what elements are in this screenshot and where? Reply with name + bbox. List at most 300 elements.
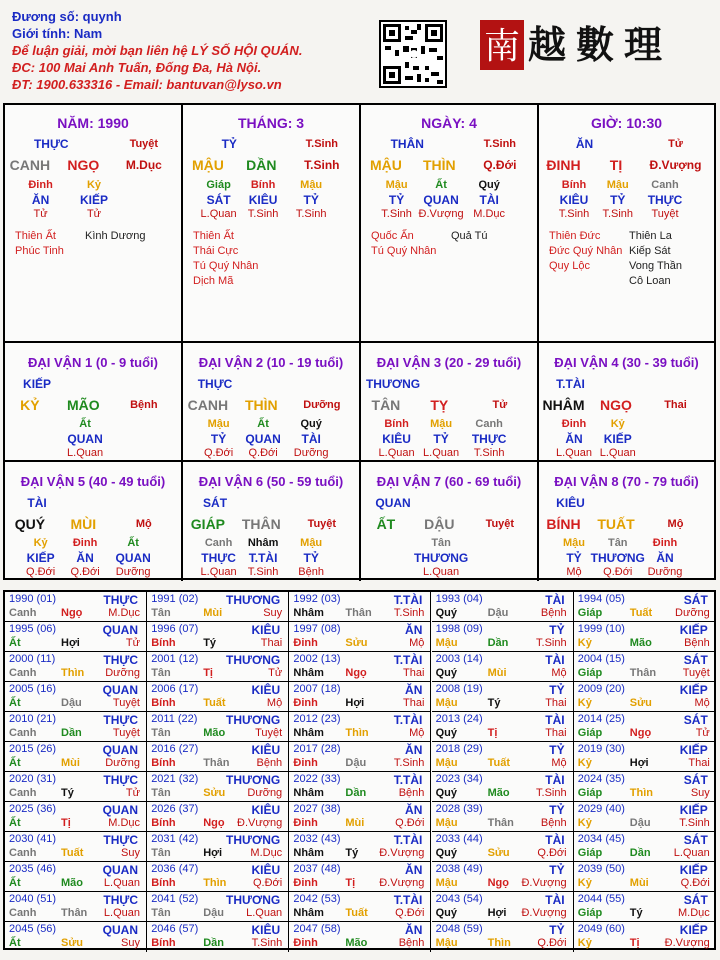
- hidden-stem: Mậu: [300, 179, 323, 191]
- year-label: 2047 (58): [293, 923, 341, 935]
- year-stage: Thai: [260, 637, 283, 649]
- dai-van-hidden-god: ĂN: [656, 551, 674, 565]
- year-god: KIÊU: [251, 743, 281, 757]
- year-branch: Mão: [629, 637, 652, 649]
- year-cell: [5, 712, 147, 742]
- year-branch: Thìn: [629, 787, 654, 799]
- pillar-branch-stage: M.Dục: [125, 158, 162, 172]
- dai-van-hidden-stem: Mậu: [430, 418, 453, 430]
- year-cell: [432, 892, 574, 922]
- dai-van-hidden-stage: Q.Đới: [603, 566, 633, 578]
- year-branch: Sửu: [487, 847, 510, 859]
- year-label: 2001 (12): [151, 653, 199, 665]
- year-god: TÀI: [545, 593, 565, 607]
- year-god: KIẾP: [679, 923, 708, 937]
- year-label: 2031 (42): [151, 833, 199, 845]
- pillar-title: NĂM: 1990: [57, 115, 129, 131]
- year-god: TỶ: [549, 803, 565, 817]
- year-branch: Dần: [629, 847, 651, 859]
- year-branch: Thân: [345, 607, 372, 619]
- hidden-stage: Tuyệt: [651, 208, 679, 220]
- year-stem: Nhâm: [293, 607, 324, 619]
- year-god: TỶ: [549, 863, 565, 877]
- year-branch: Hợi: [203, 847, 223, 859]
- dai-van-hidden-stage: L.Quan: [423, 447, 460, 459]
- year-stem: Đinh: [293, 817, 318, 829]
- dai-van-hidden-stem: Ất: [127, 537, 139, 549]
- year-cell: [432, 922, 574, 952]
- year-stem: Mậu: [435, 637, 458, 649]
- dai-van-title: ĐẠI VẬN 6 (50 - 59 tuổi): [198, 474, 344, 489]
- year-branch: Thân: [629, 667, 657, 679]
- year-label: 2021 (32): [151, 773, 199, 785]
- year-label: 1991 (02): [151, 593, 199, 605]
- year-cell: [289, 802, 431, 832]
- year-stem: Quý: [435, 607, 457, 619]
- hidden-stem: Canh: [651, 179, 679, 191]
- hidden-stage: T.Sinh: [602, 208, 634, 220]
- year-stem: Canh: [9, 727, 37, 739]
- year-branch: Dần: [61, 727, 82, 739]
- year-branch: Mùi: [61, 757, 80, 769]
- dai-van-hidden-stem: Canh: [475, 418, 503, 430]
- dai-van-hidden-stage: Bệnh: [298, 566, 325, 578]
- year-stem: Bính: [151, 877, 176, 889]
- dai-van-title: ĐẠI VẬN 2 (10 - 19 tuổi): [198, 355, 344, 370]
- year-branch: Thân: [203, 757, 230, 769]
- year-stem: Tân: [151, 907, 171, 919]
- dai-van-stage: Tử: [492, 399, 508, 411]
- year-cell: [574, 862, 716, 892]
- year-stage: Thai: [545, 697, 567, 709]
- year-cell: [5, 892, 147, 922]
- pillar-branch: THÌN: [422, 157, 456, 173]
- year-branch: Ngọ: [203, 817, 225, 829]
- dai-van-hidden-stem: Ất: [257, 418, 269, 430]
- year-stage: Thai: [688, 757, 710, 769]
- year-stage: Mộ: [551, 667, 567, 679]
- year-cell: [5, 652, 147, 682]
- star-left: Thiên Ất: [15, 230, 56, 242]
- qr-code[interactable]: [379, 20, 447, 88]
- year-label: 2007 (18): [293, 683, 341, 695]
- star-right: Thiên La: [629, 230, 672, 242]
- dai-van-hidden-stem: Tân: [607, 537, 628, 549]
- dai-van-stem: NHÂM: [542, 397, 585, 413]
- year-god: SÁT: [683, 773, 708, 787]
- logo-seal-glyph: 南: [483, 26, 521, 67]
- year-god: TỶ: [549, 923, 565, 937]
- year-branch: Dậu: [629, 817, 651, 829]
- year-god: T.TÀI: [393, 713, 423, 727]
- hidden-stage: Tử: [33, 208, 48, 220]
- year-stage: M.Dục: [108, 607, 140, 619]
- year-label: 2009 (20): [577, 683, 625, 695]
- year-label: 2048 (59): [435, 923, 483, 935]
- hidden-god: KIÊU: [248, 193, 278, 207]
- year-cell: [147, 712, 289, 742]
- dai-van-hidden-stage: L.Quan: [555, 447, 593, 459]
- year-label: 2034 (45): [577, 833, 625, 845]
- year-branch: Thân: [61, 907, 88, 919]
- year-label: 2026 (37): [151, 803, 199, 815]
- year-cell: [574, 772, 716, 802]
- year-label: 2013 (24): [435, 713, 483, 725]
- year-cell: [147, 832, 289, 862]
- year-branch: Dần: [345, 787, 367, 799]
- year-branch: Tị: [61, 817, 71, 829]
- year-stage: Dưỡng: [105, 757, 140, 769]
- year-cell: [289, 922, 431, 952]
- year-branch: Tý: [61, 787, 74, 799]
- dai-van-stage: Bệnh: [130, 399, 158, 411]
- hidden-god: KIẾP: [79, 193, 109, 207]
- pillar-cell: [361, 105, 539, 343]
- year-stage: Tử: [695, 727, 710, 739]
- pillar-cell: [5, 105, 183, 343]
- year-label: 2010 (21): [9, 713, 57, 725]
- hidden-god: TỶ: [388, 193, 405, 207]
- dai-van-stem: CANH: [187, 397, 229, 413]
- year-stage: Bệnh: [398, 787, 425, 799]
- dai-van-stage: Dưỡng: [303, 399, 341, 411]
- year-cell: [432, 592, 574, 622]
- year-god: THỰC: [103, 653, 138, 667]
- year-stage: Dưỡng: [247, 787, 283, 799]
- gender-label: Giới tính: Nam: [12, 26, 103, 41]
- year-label: 2022 (33): [293, 773, 341, 785]
- dai-van-branch: THÂN: [241, 516, 281, 532]
- year-branch: Sửu: [345, 637, 368, 649]
- year-cell: [5, 832, 147, 862]
- dai-van-stage: Mộ: [667, 518, 684, 530]
- year-branch: Sửu: [629, 697, 652, 709]
- year-stem: Tân: [151, 667, 171, 679]
- hidden-god: QUAN: [423, 193, 459, 207]
- year-stem: Ất: [9, 817, 21, 829]
- year-stem: Canh: [9, 787, 37, 799]
- dai-van-hidden-god: KIÊU: [382, 432, 411, 446]
- year-label: 2019 (30): [577, 743, 625, 755]
- year-god: SÁT: [683, 833, 708, 847]
- year-cell: [147, 592, 289, 622]
- dai-van-branch: NGỌ: [600, 397, 632, 413]
- year-stem: Bính: [151, 637, 176, 649]
- year-stem: Quý: [435, 907, 457, 919]
- phone-email-line[interactable]: ĐT: 1900.633316 - Email: bantuvan@lyso.vn: [12, 77, 282, 92]
- year-god: KIẾP: [679, 683, 708, 697]
- dai-van-god: T.TÀI: [556, 377, 585, 391]
- year-stage: T.Sinh: [536, 787, 567, 799]
- dai-van-god: TÀI: [27, 496, 47, 510]
- hidden-stem: Quý: [478, 179, 500, 191]
- hidden-stem: Bính: [250, 179, 276, 191]
- year-stage: Q.Đới: [395, 817, 425, 829]
- year-branch: Mùi: [345, 817, 365, 829]
- year-branch: Tý: [345, 847, 359, 859]
- year-cell: [574, 652, 716, 682]
- dai-van-branch: TUẤT: [597, 516, 635, 532]
- hidden-stem: Kỷ: [86, 179, 102, 191]
- year-cell: [574, 682, 716, 712]
- year-stage: Mộ: [551, 757, 567, 769]
- year-god: ĂN: [405, 743, 423, 757]
- dai-van-hidden-stage: Dưỡng: [647, 566, 683, 578]
- year-branch: Hợi: [61, 637, 80, 649]
- year-god: KIÊU: [251, 863, 281, 877]
- year-branch: Tý: [203, 637, 217, 649]
- year-branch: Tị: [345, 877, 356, 889]
- year-branch: Thìn: [487, 937, 511, 949]
- year-label: 2044 (55): [577, 893, 625, 905]
- year-cell: [5, 742, 147, 772]
- year-god: ĂN: [405, 683, 423, 697]
- year-god: ĂN: [405, 923, 423, 937]
- year-stem: Tân: [151, 787, 171, 799]
- year-god: TÀI: [545, 833, 565, 847]
- pillar-stem: ĐINH: [546, 157, 581, 173]
- year-stage: L.Quan: [246, 907, 283, 919]
- year-branch: Tuất: [345, 907, 368, 919]
- dai-van-hidden-god: TÀI: [301, 432, 321, 446]
- dai-van-stage: Tuyệt: [307, 518, 337, 530]
- year-stem: Nhâm: [293, 847, 324, 859]
- year-stem: Tân: [151, 727, 171, 739]
- star-right: Kiếp Sát: [629, 245, 671, 257]
- year-god: QUAN: [102, 623, 138, 637]
- dai-van-hidden-stem: Mậu: [300, 537, 323, 549]
- year-label: 1997 (08): [293, 623, 341, 635]
- year-stage: Dưỡng: [675, 607, 710, 619]
- dai-van-hidden-stage: T.Sinh: [247, 566, 279, 578]
- year-god: KIÊU: [251, 923, 281, 937]
- year-stem: Mậu: [435, 937, 458, 949]
- year-stage: Q.Đới: [537, 937, 567, 949]
- address-line: ĐC: 100 Mai Anh Tuấn, Đống Đa, Hà Nội.: [12, 60, 262, 75]
- star-left: Thái Cực: [193, 245, 239, 257]
- year-label: 2014 (25): [577, 713, 625, 725]
- hidden-god: TỶ: [610, 193, 626, 207]
- year-cell: [289, 622, 431, 652]
- dai-van-hidden-stage: Q.Đới: [25, 566, 56, 578]
- year-branch: Dần: [487, 637, 509, 649]
- dai-van-cell: [5, 343, 183, 462]
- year-god: TÀI: [545, 893, 565, 907]
- dai-van-hidden-stage: L.Quan: [423, 566, 460, 578]
- year-stage: Suy: [121, 847, 140, 859]
- hidden-stem: Đinh: [28, 179, 53, 191]
- year-god: TÀI: [545, 773, 565, 787]
- year-branch: Sửu: [203, 787, 226, 799]
- year-stem: Nhâm: [293, 787, 324, 799]
- year-label: 2043 (54): [435, 893, 483, 905]
- year-stem: Bính: [151, 757, 176, 769]
- year-cell: [574, 892, 716, 922]
- contact-line: Để luận giải, mời bạn liên hệ LÝ SỐ HỘI QUÁN.: [12, 43, 303, 58]
- year-stage: Q.Đới: [252, 877, 283, 889]
- year-stage: Mộ: [694, 697, 710, 709]
- year-label: 2030 (41): [9, 833, 57, 845]
- dai-van-hidden-stem: Bính: [384, 418, 409, 430]
- year-god: THƯƠNG: [226, 593, 281, 607]
- year-cell: [289, 682, 431, 712]
- year-cell: [432, 832, 574, 862]
- year-god: THƯƠNG: [226, 713, 281, 727]
- year-label: 2004 (15): [577, 653, 625, 665]
- dai-van-hidden-god: T.TÀI: [248, 551, 278, 565]
- dai-van-hidden-stem: Kỷ: [610, 418, 625, 430]
- dai-van-branch: MÃO: [66, 397, 100, 413]
- year-label: 2018 (29): [435, 743, 483, 755]
- year-god: SÁT: [683, 893, 708, 907]
- pillar-branch: TỊ: [609, 157, 623, 173]
- dai-van-cell: [361, 462, 539, 581]
- year-cell: [5, 772, 147, 802]
- year-god: ĂN: [405, 803, 423, 817]
- dai-van-hidden-stem: Ất: [79, 418, 91, 430]
- dai-van-god: SÁT: [203, 496, 228, 510]
- year-stem: Ất: [9, 757, 21, 769]
- year-cell: [5, 592, 147, 622]
- dai-van-cell: [539, 462, 714, 581]
- year-label: 2023 (34): [435, 773, 483, 785]
- pillar-stage: T.Sinh: [483, 138, 517, 150]
- star-left: Thiên Đức: [549, 230, 601, 242]
- year-god: KIÊU: [251, 683, 281, 697]
- year-stage: Q.Đới: [537, 847, 567, 859]
- dai-van-cell: [183, 462, 361, 581]
- star-left: Tú Quý Nhân: [371, 245, 437, 257]
- year-stage: Đ.Vượng: [379, 847, 425, 859]
- year-stage: Tuyệt: [682, 667, 710, 679]
- year-cell: [147, 772, 289, 802]
- dai-van-god: KIẾP: [23, 377, 52, 391]
- year-stage: Q.Đới: [680, 877, 710, 889]
- dai-van-hidden-god: THỰC: [201, 551, 236, 565]
- year-label: 2033 (44): [435, 833, 483, 845]
- year-god: THỰC: [103, 893, 138, 907]
- year-god: KIẾP: [679, 803, 708, 817]
- star-left: Thiên Ất: [193, 230, 234, 242]
- year-god: TỶ: [549, 623, 565, 637]
- dai-van-hidden-god: TỶ: [210, 432, 227, 446]
- year-label: 2029 (40): [577, 803, 625, 815]
- year-god: SÁT: [683, 713, 708, 727]
- year-cell: [289, 892, 431, 922]
- year-stem: Kỷ: [577, 697, 592, 709]
- year-god: KIẾP: [679, 743, 708, 757]
- dai-van-hidden-stage: Dưỡng: [293, 447, 329, 459]
- dai-van-hidden-god: KIẾP: [26, 551, 55, 565]
- pillar-stem: CANH: [9, 157, 51, 173]
- year-label: 2037 (48): [293, 863, 341, 875]
- year-stage: M.Dục: [678, 907, 710, 919]
- year-stage: Tuyệt: [255, 727, 283, 739]
- hidden-stage: L.Quan: [200, 208, 237, 220]
- year-branch: Thìn: [345, 727, 369, 739]
- year-stem: Quý: [435, 667, 457, 679]
- year-stage: Suy: [690, 787, 710, 799]
- year-cell: [147, 652, 289, 682]
- year-branch: Tuất: [487, 757, 510, 769]
- dai-van-branch: DẬU: [424, 516, 455, 532]
- star-right: Kình Dương: [85, 230, 146, 242]
- year-stage: M.Dục: [108, 817, 140, 829]
- year-label: 2042 (53): [293, 893, 341, 905]
- year-branch: Mùi: [203, 607, 223, 619]
- year-branch: Dậu: [345, 757, 367, 769]
- dai-van-stem: QUÝ: [14, 516, 46, 532]
- year-stage: Suy: [263, 607, 283, 619]
- year-god: T.TÀI: [393, 893, 423, 907]
- hidden-god: THỰC: [647, 193, 683, 207]
- year-branch: Mùi: [629, 877, 649, 889]
- year-god: THỰC: [103, 833, 138, 847]
- year-cell: [574, 832, 716, 862]
- hidden-stage: T.Sinh: [381, 208, 412, 220]
- year-label: 2041 (52): [151, 893, 199, 905]
- dai-van-stage: Tuyệt: [485, 518, 515, 530]
- year-stage: Đ.Vượng: [521, 877, 567, 889]
- year-stem: Nhâm: [293, 727, 324, 739]
- pillar-title: GIỜ: 10:30: [590, 115, 663, 131]
- year-label: 2017 (28): [293, 743, 341, 755]
- year-stage: Tử: [268, 667, 283, 679]
- year-cell: [289, 712, 431, 742]
- year-branch: Hợi: [629, 757, 649, 769]
- year-cell: [289, 652, 431, 682]
- year-stem: Giáp: [577, 787, 603, 799]
- dai-van-hidden-stage: T.Sinh: [473, 447, 505, 459]
- year-god: KIÊU: [251, 623, 281, 637]
- dai-van-hidden-god: THƯƠNG: [590, 551, 645, 565]
- hidden-god: ĂN: [31, 193, 50, 207]
- dai-van-title: ĐẠI VẬN 8 (70 - 79 tuổi): [554, 474, 699, 489]
- year-branch: Tuất: [629, 607, 653, 619]
- pillar-stage: T.Sinh: [305, 138, 339, 150]
- year-stem: Mậu: [435, 697, 458, 709]
- dai-van-title: ĐẠI VẬN 5 (40 - 49 tuổi): [20, 474, 166, 489]
- year-stem: Kỷ: [577, 817, 592, 829]
- year-god: KIẾP: [679, 623, 708, 637]
- year-stem: Ất: [9, 937, 21, 949]
- year-stem: Nhâm: [293, 667, 324, 679]
- year-label: 1996 (07): [151, 623, 199, 635]
- year-cell: [574, 742, 716, 772]
- year-branch: Tý: [629, 907, 643, 919]
- pillar-title: NGÀY: 4: [421, 115, 477, 131]
- pillar-stem-god: ĂN: [575, 137, 594, 151]
- dai-van-hidden-god: ĂN: [76, 551, 94, 565]
- dai-van-hidden-stem: Kỷ: [33, 537, 48, 549]
- dai-van-title: ĐẠI VẬN 4 (30 - 39 tuổi): [554, 355, 699, 370]
- year-branch: Ngọ: [345, 667, 367, 679]
- year-branch: Sửu: [61, 937, 84, 949]
- year-stem: Kỷ: [577, 877, 592, 889]
- dai-van-hidden-god: TỶ: [303, 551, 319, 565]
- dai-van-stem: TÂN: [371, 397, 401, 413]
- pillar-title: THÁNG: 3: [237, 115, 305, 131]
- year-stem: Đinh: [293, 757, 318, 769]
- owner-label: Đương số: quynh: [12, 9, 122, 24]
- year-stage: L.Quan: [103, 877, 140, 889]
- pillar-stage: Tuyệt: [129, 138, 159, 150]
- year-god: ĂN: [405, 623, 423, 637]
- year-label: 1995 (06): [9, 623, 57, 635]
- hidden-god: SÁT: [206, 193, 231, 207]
- year-label: 1999 (10): [577, 623, 625, 635]
- year-stem: Ất: [9, 877, 21, 889]
